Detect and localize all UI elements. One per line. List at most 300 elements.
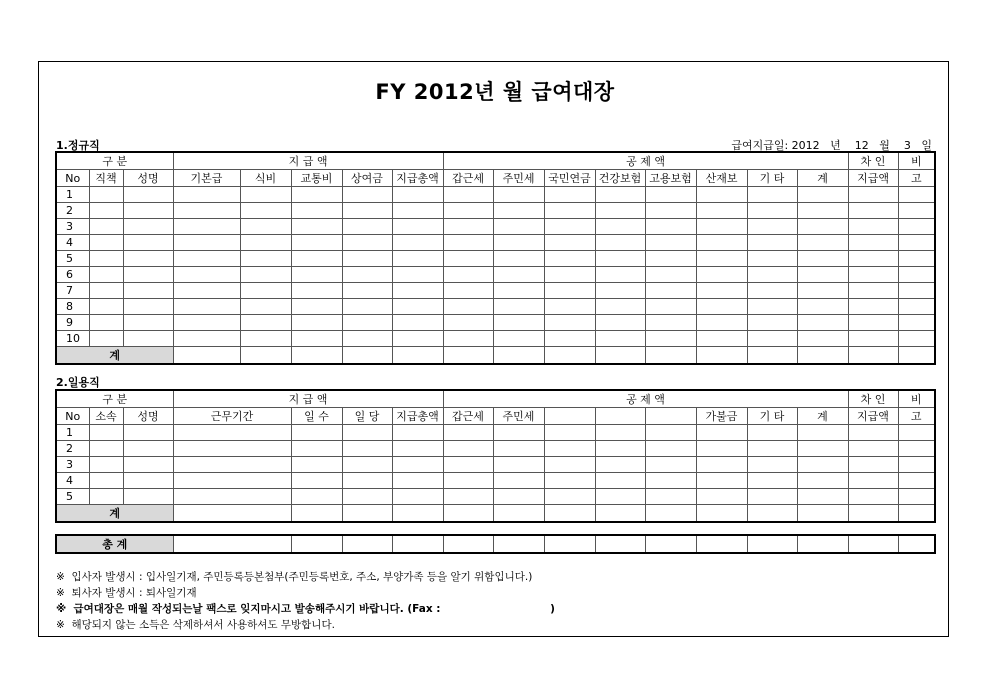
table-cell[interactable]	[173, 457, 291, 473]
table-cell[interactable]	[645, 331, 696, 347]
table-cell[interactable]	[392, 219, 443, 235]
table-cell[interactable]	[645, 441, 696, 457]
table-cell[interactable]	[848, 299, 898, 315]
table-cell[interactable]	[645, 251, 696, 267]
table-cell[interactable]	[173, 267, 240, 283]
row-number: 3	[56, 219, 89, 235]
table-cell[interactable]	[173, 331, 240, 347]
table-cell[interactable]	[392, 473, 443, 489]
table-cell[interactable]	[544, 235, 595, 251]
table-cell[interactable]	[747, 315, 797, 331]
table-cell[interactable]	[848, 283, 898, 299]
table-cell[interactable]	[595, 235, 645, 251]
table-cell[interactable]	[342, 267, 392, 283]
table-cell[interactable]	[797, 203, 848, 219]
table-cell[interactable]	[89, 267, 123, 283]
table-cell[interactable]	[291, 315, 342, 331]
table-cell[interactable]	[173, 441, 291, 457]
table-cell[interactable]	[696, 219, 747, 235]
column-header: 산재보	[696, 170, 747, 187]
table-cell[interactable]	[493, 203, 544, 219]
table-cell[interactable]	[747, 489, 797, 505]
table-cell[interactable]	[493, 441, 544, 457]
table-cell[interactable]	[89, 203, 123, 219]
section2-label: 2.일용직	[56, 376, 100, 389]
table-cell[interactable]	[747, 219, 797, 235]
column-header: 근무기간	[173, 408, 291, 425]
table-cell[interactable]	[173, 219, 240, 235]
table-cell[interactable]	[392, 235, 443, 251]
table-cell[interactable]	[696, 473, 747, 489]
table-cell[interactable]	[544, 331, 595, 347]
table-cell[interactable]	[123, 473, 173, 489]
group-header-category: 구 분	[56, 390, 173, 408]
table-cell[interactable]	[342, 283, 392, 299]
table-cell[interactable]	[291, 473, 342, 489]
table-cell[interactable]	[443, 315, 493, 331]
table-row	[56, 299, 935, 315]
table-cell[interactable]	[89, 283, 123, 299]
note-delete-unused: ※ 해당되지 않는 소득은 삭제하셔서 사용하셔도 무방합니다.	[56, 619, 335, 631]
table-cell[interactable]	[747, 235, 797, 251]
table-cell[interactable]	[493, 251, 544, 267]
table-row	[56, 203, 935, 219]
table-cell[interactable]	[89, 473, 123, 489]
table-cell[interactable]	[544, 315, 595, 331]
table-cell[interactable]	[747, 299, 797, 315]
table-cell[interactable]	[696, 267, 747, 283]
table-cell[interactable]	[645, 283, 696, 299]
page-title: FY 2012년 월 급여대장	[375, 80, 615, 104]
group-header-remark: 비	[898, 152, 935, 170]
table-cell[interactable]	[392, 299, 443, 315]
table-row	[56, 331, 935, 347]
table-cell[interactable]	[797, 425, 848, 441]
table-cell[interactable]	[595, 267, 645, 283]
table-cell[interactable]	[342, 489, 392, 505]
table-cell[interactable]	[173, 235, 240, 251]
grand-total-table	[55, 534, 936, 554]
row-number: 4	[56, 235, 89, 251]
table-cell[interactable]	[595, 299, 645, 315]
table-cell[interactable]	[848, 457, 898, 473]
table-cell[interactable]	[797, 299, 848, 315]
column-header: 지급총액	[392, 408, 443, 425]
table-cell[interactable]	[645, 187, 696, 203]
table-cell[interactable]	[173, 473, 291, 489]
table-cell[interactable]	[443, 283, 493, 299]
group-header-deduction: 공 제 액	[443, 390, 848, 408]
table-cell[interactable]	[544, 267, 595, 283]
table-cell[interactable]	[797, 331, 848, 347]
table-cell[interactable]	[342, 235, 392, 251]
table-cell[interactable]	[342, 187, 392, 203]
column-header: 일 수	[291, 408, 342, 425]
table-cell[interactable]	[291, 457, 342, 473]
table-cell[interactable]	[797, 235, 848, 251]
table-cell[interactable]	[89, 425, 123, 441]
table-cell[interactable]	[898, 457, 935, 473]
table-cell[interactable]	[173, 251, 240, 267]
table-cell[interactable]	[696, 187, 747, 203]
table-cell[interactable]	[493, 283, 544, 299]
table-cell[interactable]	[544, 283, 595, 299]
table-cell[interactable]	[747, 251, 797, 267]
table-cell[interactable]	[696, 235, 747, 251]
table-row	[56, 267, 935, 283]
table-cell[interactable]	[443, 441, 493, 457]
table-cell[interactable]	[291, 251, 342, 267]
table-row	[56, 283, 935, 299]
table-cell[interactable]	[443, 489, 493, 505]
table-cell[interactable]	[443, 203, 493, 219]
column-header: 고	[898, 408, 935, 425]
table-cell[interactable]	[342, 219, 392, 235]
table-cell[interactable]	[173, 489, 291, 505]
table-cell[interactable]	[392, 489, 443, 505]
row-number: 5	[56, 489, 89, 505]
table-cell[interactable]	[173, 203, 240, 219]
table-cell[interactable]	[645, 315, 696, 331]
table-cell[interactable]	[898, 267, 935, 283]
table-cell[interactable]	[173, 315, 240, 331]
section1-total-label: 계	[56, 347, 173, 365]
column-header: 국민연금	[544, 170, 595, 187]
table-cell[interactable]	[173, 187, 240, 203]
table-cell[interactable]	[291, 331, 342, 347]
table-cell[interactable]	[392, 283, 443, 299]
table-cell[interactable]	[89, 251, 123, 267]
table-cell[interactable]	[544, 251, 595, 267]
column-header: 기본급	[173, 170, 240, 187]
table-cell[interactable]	[443, 473, 493, 489]
table-cell[interactable]	[797, 489, 848, 505]
table-cell[interactable]	[493, 267, 544, 283]
daily-payroll-table	[55, 389, 936, 523]
table-cell[interactable]	[898, 299, 935, 315]
table-cell[interactable]	[240, 299, 291, 315]
table-cell[interactable]	[493, 315, 544, 331]
table-cell[interactable]	[89, 235, 123, 251]
table-cell[interactable]	[645, 457, 696, 473]
column-header: 갑근세	[443, 408, 493, 425]
table-cell[interactable]	[392, 425, 443, 441]
table-cell[interactable]	[898, 203, 935, 219]
group-header-net: 차 인	[848, 390, 898, 408]
table-cell[interactable]	[89, 299, 123, 315]
table-row	[56, 441, 935, 457]
table-cell[interactable]	[848, 251, 898, 267]
table-cell[interactable]	[493, 235, 544, 251]
table-cell[interactable]	[89, 331, 123, 347]
table-cell[interactable]	[848, 203, 898, 219]
table-cell[interactable]	[645, 299, 696, 315]
table-cell[interactable]	[291, 283, 342, 299]
table-cell[interactable]	[291, 425, 342, 441]
table-cell[interactable]	[848, 425, 898, 441]
table-cell[interactable]	[898, 489, 935, 505]
table-cell[interactable]	[123, 315, 173, 331]
table-cell[interactable]	[696, 331, 747, 347]
table-cell[interactable]	[173, 283, 240, 299]
table-cell[interactable]	[595, 219, 645, 235]
table-cell[interactable]	[898, 425, 935, 441]
table-cell[interactable]	[544, 299, 595, 315]
table-cell[interactable]	[342, 203, 392, 219]
table-cell[interactable]	[493, 489, 544, 505]
table-cell[interactable]	[797, 251, 848, 267]
table-cell[interactable]	[89, 457, 123, 473]
table-cell[interactable]	[696, 283, 747, 299]
table-cell[interactable]	[291, 203, 342, 219]
table-cell[interactable]	[696, 315, 747, 331]
table-cell[interactable]	[493, 331, 544, 347]
table-cell[interactable]	[493, 299, 544, 315]
table-cell[interactable]	[898, 251, 935, 267]
table-cell[interactable]	[443, 235, 493, 251]
table-cell[interactable]	[123, 235, 173, 251]
table-cell[interactable]	[645, 489, 696, 505]
table-cell[interactable]	[848, 473, 898, 489]
table-cell[interactable]	[392, 267, 443, 283]
table-cell[interactable]	[291, 219, 342, 235]
table-cell[interactable]	[291, 235, 342, 251]
table-cell[interactable]	[747, 203, 797, 219]
table-cell[interactable]	[123, 283, 173, 299]
table-row	[56, 235, 935, 251]
table-cell[interactable]	[392, 441, 443, 457]
table-cell[interactable]	[797, 267, 848, 283]
table-cell[interactable]	[89, 489, 123, 505]
table-cell[interactable]	[291, 187, 342, 203]
table-cell[interactable]	[173, 425, 291, 441]
table-cell[interactable]	[645, 219, 696, 235]
table-cell[interactable]	[595, 441, 645, 457]
table-cell[interactable]	[544, 489, 595, 505]
table-cell[interactable]	[392, 331, 443, 347]
table-row	[56, 251, 935, 267]
table-cell[interactable]	[342, 441, 392, 457]
table-cell[interactable]	[342, 251, 392, 267]
column-header: 갑근세	[443, 170, 493, 187]
table-cell[interactable]	[123, 187, 173, 203]
table-cell[interactable]	[645, 203, 696, 219]
table-cell[interactable]	[291, 441, 342, 457]
table-cell[interactable]	[392, 315, 443, 331]
column-header	[645, 408, 696, 425]
table-cell[interactable]	[595, 489, 645, 505]
table-cell[interactable]	[544, 219, 595, 235]
table-cell[interactable]	[493, 473, 544, 489]
table-cell[interactable]	[173, 299, 240, 315]
table-cell[interactable]	[696, 251, 747, 267]
table-cell[interactable]	[797, 315, 848, 331]
table-cell[interactable]	[747, 267, 797, 283]
table-cell[interactable]	[123, 425, 173, 441]
table-cell[interactable]	[696, 203, 747, 219]
row-number: 8	[56, 299, 89, 315]
table-cell[interactable]	[342, 331, 392, 347]
table-cell[interactable]	[747, 187, 797, 203]
table-cell[interactable]	[595, 425, 645, 441]
table-cell[interactable]	[291, 267, 342, 283]
row-number: 10	[56, 331, 89, 347]
table-cell[interactable]	[240, 283, 291, 299]
table-cell[interactable]	[848, 267, 898, 283]
table-cell[interactable]	[848, 331, 898, 347]
table-cell[interactable]	[240, 187, 291, 203]
table-cell[interactable]	[696, 489, 747, 505]
table-cell[interactable]	[898, 315, 935, 331]
table-cell[interactable]	[443, 267, 493, 283]
table-cell[interactable]	[123, 489, 173, 505]
table-cell[interactable]	[443, 187, 493, 203]
table-cell[interactable]	[898, 219, 935, 235]
table-cell[interactable]	[123, 203, 173, 219]
table-cell[interactable]	[240, 251, 291, 267]
table-cell[interactable]	[544, 425, 595, 441]
table-cell[interactable]	[797, 441, 848, 457]
table-cell[interactable]	[493, 219, 544, 235]
table-cell[interactable]	[645, 267, 696, 283]
table-cell[interactable]	[848, 219, 898, 235]
table-cell[interactable]	[240, 219, 291, 235]
table-cell[interactable]	[392, 457, 443, 473]
table-cell[interactable]	[848, 489, 898, 505]
table-cell[interactable]	[240, 267, 291, 283]
table-cell[interactable]	[696, 425, 747, 441]
table-cell[interactable]	[240, 203, 291, 219]
table-cell[interactable]	[645, 235, 696, 251]
regular-payroll-table	[55, 151, 936, 365]
table-cell[interactable]	[848, 441, 898, 457]
group-header-payment: 지 급 액	[173, 152, 443, 170]
table-cell[interactable]	[848, 315, 898, 331]
table-cell[interactable]	[89, 219, 123, 235]
table-cell[interactable]	[898, 473, 935, 489]
table-cell[interactable]	[443, 331, 493, 347]
table-cell[interactable]	[898, 441, 935, 457]
table-cell[interactable]	[645, 473, 696, 489]
column-header: 상여금	[342, 170, 392, 187]
table-cell[interactable]	[443, 425, 493, 441]
table-cell[interactable]	[544, 203, 595, 219]
table-cell[interactable]	[544, 187, 595, 203]
column-header	[544, 408, 595, 425]
table-cell[interactable]	[89, 315, 123, 331]
table-cell[interactable]	[797, 283, 848, 299]
table-cell[interactable]	[342, 299, 392, 315]
table-cell[interactable]	[89, 187, 123, 203]
column-header: 계	[797, 170, 848, 187]
column-header: 고용보험	[645, 170, 696, 187]
table-cell[interactable]	[392, 187, 443, 203]
table-cell[interactable]	[123, 251, 173, 267]
table-cell[interactable]	[595, 331, 645, 347]
table-cell[interactable]	[123, 441, 173, 457]
table-cell[interactable]	[443, 251, 493, 267]
table-cell[interactable]	[544, 441, 595, 457]
table-cell[interactable]	[123, 299, 173, 315]
table-cell[interactable]	[342, 473, 392, 489]
table-cell[interactable]	[797, 457, 848, 473]
table-cell[interactable]	[595, 473, 645, 489]
note-new-hire: ※ 입사자 발생시 : 입사일기재, 주민등록등본첨부(주민등록번호, 주소, 부양가족 등을 알기 위함입니다.)	[56, 571, 533, 583]
table-cell[interactable]	[595, 457, 645, 473]
table-cell[interactable]	[493, 187, 544, 203]
table-cell[interactable]	[240, 235, 291, 251]
table-cell[interactable]	[595, 203, 645, 219]
table-cell[interactable]	[747, 331, 797, 347]
table-cell[interactable]	[595, 315, 645, 331]
table-cell[interactable]	[342, 315, 392, 331]
table-cell[interactable]	[696, 299, 747, 315]
table-cell[interactable]	[747, 473, 797, 489]
table-cell[interactable]	[848, 187, 898, 203]
notes	[56, 569, 555, 633]
table-cell[interactable]	[493, 425, 544, 441]
table-cell[interactable]	[123, 457, 173, 473]
table-cell[interactable]	[342, 457, 392, 473]
table-cell[interactable]	[797, 219, 848, 235]
table-cell[interactable]	[595, 283, 645, 299]
table-cell[interactable]	[493, 457, 544, 473]
table-cell[interactable]	[240, 315, 291, 331]
table-cell[interactable]	[898, 187, 935, 203]
row-number: 7	[56, 283, 89, 299]
table-cell[interactable]	[544, 473, 595, 489]
table-cell[interactable]	[595, 187, 645, 203]
table-cell[interactable]	[747, 425, 797, 441]
column-header	[595, 408, 645, 425]
table-cell[interactable]	[747, 283, 797, 299]
table-cell[interactable]	[848, 235, 898, 251]
table-cell[interactable]	[342, 425, 392, 441]
table-cell[interactable]	[89, 441, 123, 457]
table-cell[interactable]	[123, 331, 173, 347]
table-cell[interactable]	[696, 441, 747, 457]
row-number: 9	[56, 315, 89, 331]
table-cell[interactable]	[645, 425, 696, 441]
table-cell[interactable]	[443, 299, 493, 315]
table-cell[interactable]	[392, 251, 443, 267]
column-header: 기 타	[747, 170, 797, 187]
table-cell[interactable]	[898, 331, 935, 347]
table-cell[interactable]	[595, 251, 645, 267]
table-cell[interactable]	[123, 219, 173, 235]
table-cell[interactable]	[747, 457, 797, 473]
column-header: 주민세	[493, 408, 544, 425]
table-cell[interactable]	[443, 457, 493, 473]
note-resignation: ※ 퇴사자 발생시 : 퇴사일기재	[56, 587, 197, 599]
table-row	[56, 425, 935, 441]
table-row	[56, 219, 935, 235]
table-cell[interactable]	[123, 267, 173, 283]
table-cell[interactable]	[797, 473, 848, 489]
table-cell[interactable]	[898, 283, 935, 299]
table-cell[interactable]	[240, 331, 291, 347]
group-header-payment: 지 급 액	[173, 390, 443, 408]
table-cell[interactable]	[696, 457, 747, 473]
table-cell[interactable]	[747, 441, 797, 457]
table-cell[interactable]	[291, 299, 342, 315]
table-cell[interactable]	[291, 489, 342, 505]
table-cell[interactable]	[392, 203, 443, 219]
table-cell[interactable]	[898, 235, 935, 251]
table-cell[interactable]	[797, 187, 848, 203]
table-cell[interactable]	[443, 219, 493, 235]
table-cell[interactable]	[544, 457, 595, 473]
